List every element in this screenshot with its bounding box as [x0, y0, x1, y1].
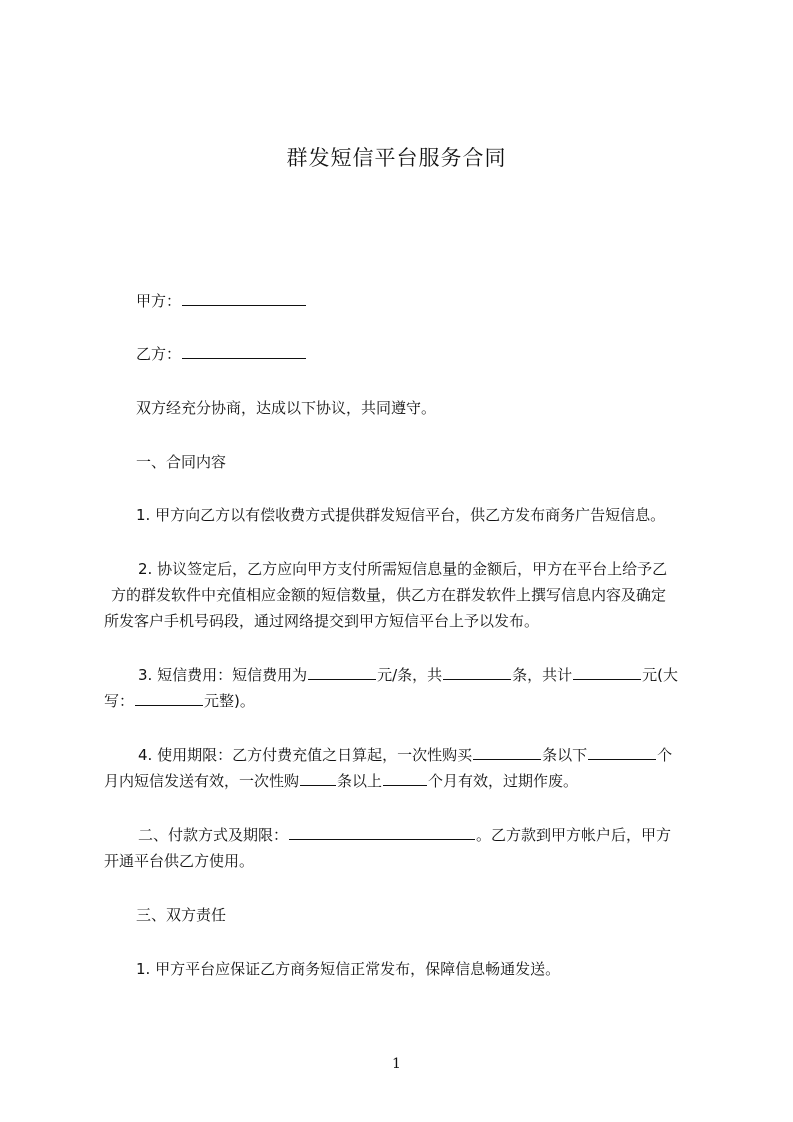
item-4-line-1	[138, 742, 738, 769]
item-3-text-b: 元/条，共	[377, 666, 443, 684]
section-2-text-b: 。乙方款到甲方帐户后，甲方	[476, 826, 672, 844]
item-2-line-1: 2. 协议签定后，乙方应向甲方支付所需短信息量的金额后，甲方在平台上给予乙	[138, 560, 668, 578]
page-number: 1	[392, 1056, 401, 1072]
section-3-heading: 三、双方责任	[136, 906, 227, 924]
item-3-text-e: 写：	[104, 692, 135, 710]
section-1-heading: 一、合同内容	[136, 453, 227, 471]
party-b-label: 乙方：	[136, 345, 182, 363]
item-3-text-a: 3. 短信费用：短信费用为	[138, 666, 308, 684]
party-b-blank	[182, 344, 306, 359]
validity-months-above-blank	[383, 771, 427, 786]
item-4-line-2	[104, 768, 704, 795]
item-4-text-d: 月内短信发送有效，一次性购	[104, 772, 300, 790]
payment-terms-blank	[289, 825, 475, 840]
party-a-line	[104, 288, 736, 315]
item-1: 1. 甲方向乙方以有偿收费方式提供群发短信平台，供乙方发布商务广告短信息。	[136, 506, 666, 524]
item-3-text-f: 元整)。	[204, 692, 255, 710]
party-b-line	[104, 341, 736, 368]
section-2-heading: 二、付款方式及期限：	[138, 826, 289, 844]
item-3-line-1	[138, 662, 738, 689]
document-title: 群发短信平台服务合同	[286, 146, 507, 170]
price-per-message-blank	[308, 665, 376, 680]
purchase-count-above-blank	[300, 771, 336, 786]
item-3-line-2	[104, 688, 704, 715]
section-3-item-1: 1. 甲方平台应保证乙方商务短信正常发布，保障信息畅通发送。	[136, 960, 561, 978]
item-3-text-d: 元(大	[642, 666, 679, 684]
item-3-text-c: 条，共计	[512, 666, 573, 684]
party-a-label: 甲方：	[136, 292, 182, 310]
item-2-line-3: 所发客户手机号码段，通过网络提交到甲方短信平台上予以发布。	[104, 612, 540, 630]
item-4-text-b: 条以下	[542, 746, 588, 764]
item-4-text-f: 个月有效，过期作废。	[428, 772, 579, 790]
item-4-text-c: 个	[657, 746, 673, 764]
intro-paragraph: 双方经充分协商，达成以下协议，共同遵守。	[136, 399, 437, 417]
total-amount-blank	[573, 665, 641, 680]
item-4-text-a: 4. 使用期限：乙方付费充值之日算起，一次性购买	[138, 746, 473, 764]
validity-months-blank	[588, 745, 656, 760]
section-2-line-2: 开通平台供乙方使用。	[104, 852, 255, 870]
item-2-line-2: 方的群发软件中充值相应金额的短信数量，供乙方在群发软件上撰写信息内容及确定	[111, 586, 667, 604]
message-count-blank	[443, 665, 511, 680]
purchase-count-below-blank	[473, 745, 541, 760]
item-4-text-e: 条以上	[337, 772, 383, 790]
section-2-line-1	[138, 822, 738, 849]
party-a-blank	[182, 291, 306, 306]
amount-in-words-blank	[135, 691, 203, 706]
